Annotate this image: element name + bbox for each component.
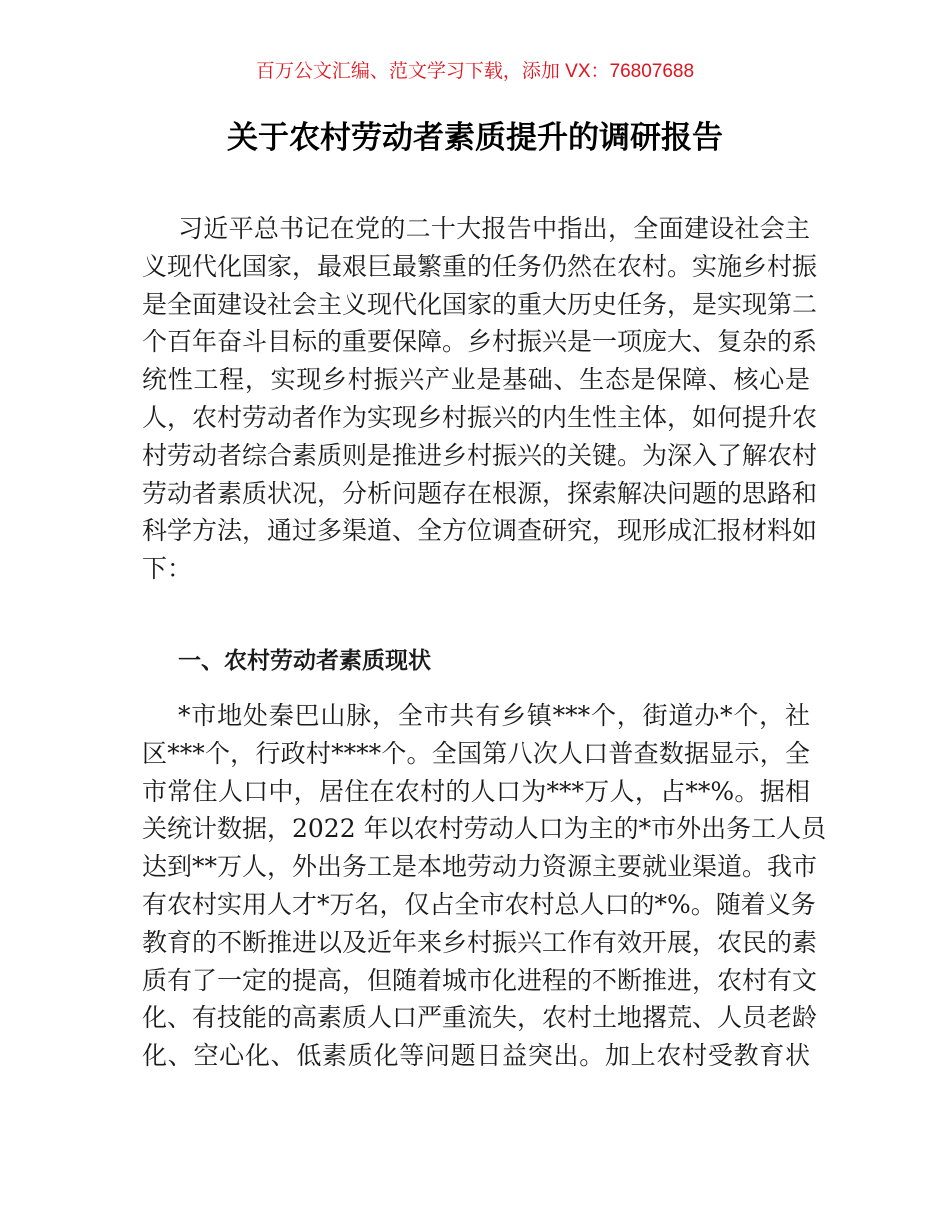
text-line: 科学方法，通过多渠道、全方位调查研究，现形成汇报材料如	[142, 516, 818, 546]
watermark-banner: 百万公文汇编、范文学习下载，添加 VX：76807688	[255, 61, 695, 82]
text-line: *市地处秦巴山脉，全市共有乡镇***个，街道办*个，社	[178, 701, 810, 730]
text-line: 义现代化国家，最艰巨最繁重的任务仍然在农村。实施乡村振	[142, 251, 818, 281]
intro-paragraph	[142, 210, 818, 588]
text-line: 质有了一定的提高，但随着城市化进程的不断推进，农村有文	[142, 965, 818, 995]
text-line: 关统计数据，2022 年以农村劳动人口为主的*市外出务工人员	[142, 814, 827, 844]
text-line: 下：	[142, 554, 193, 584]
text-line: 化、空心化、低素质化等问题日益突出。加上农村受教育状	[142, 1041, 810, 1071]
text-line: 区***个，行政村****个。全国第八次人口普查数据显示，全	[142, 738, 810, 768]
text-line: 化、有技能的高素质人口严重流失，农村土地撂荒、人员老龄	[142, 1003, 818, 1033]
text-line: 统性工程，实现乡村振兴产业是基础、生态是保障、核心是	[142, 365, 810, 395]
text-line: 劳动者素质状况，分析问题存在根源，探索解决问题的思路和	[142, 478, 818, 508]
document-title: 关于农村劳动者素质提升的调研报告	[227, 120, 723, 156]
text-line: 市常住人口中，居住在农村的人口为***万人，占**%。据相	[142, 776, 810, 806]
section-heading: 一、农村劳动者素质现状	[178, 648, 431, 674]
text-line: 教育的不断推进以及近年来乡村振兴工作有效开展，农民的素	[142, 927, 818, 957]
text-line: 是全面建设社会主义现代化国家的重大历史任务，是实现第二	[142, 289, 818, 319]
text-line: 习近平总书记在党的二十大报告中指出，全面建设社会主	[178, 214, 810, 243]
text-line: 个百年奋斗目标的重要保障。乡村振兴是一项庞大、复杂的系	[142, 327, 818, 357]
text-line: 有农村实用人才*万名，仅占全市农村总人口的*%。随着义务	[142, 889, 816, 919]
text-line: 达到**万人，外出务工是本地劳动力资源主要就业渠道。我市	[142, 852, 818, 882]
section-paragraph	[142, 697, 827, 1075]
text-line: 人，农村劳动者作为实现乡村振兴的内生性主体，如何提升农	[142, 402, 818, 432]
text-line: 村劳动者综合素质则是推进乡村振兴的关键。为深入了解农村	[142, 440, 818, 470]
